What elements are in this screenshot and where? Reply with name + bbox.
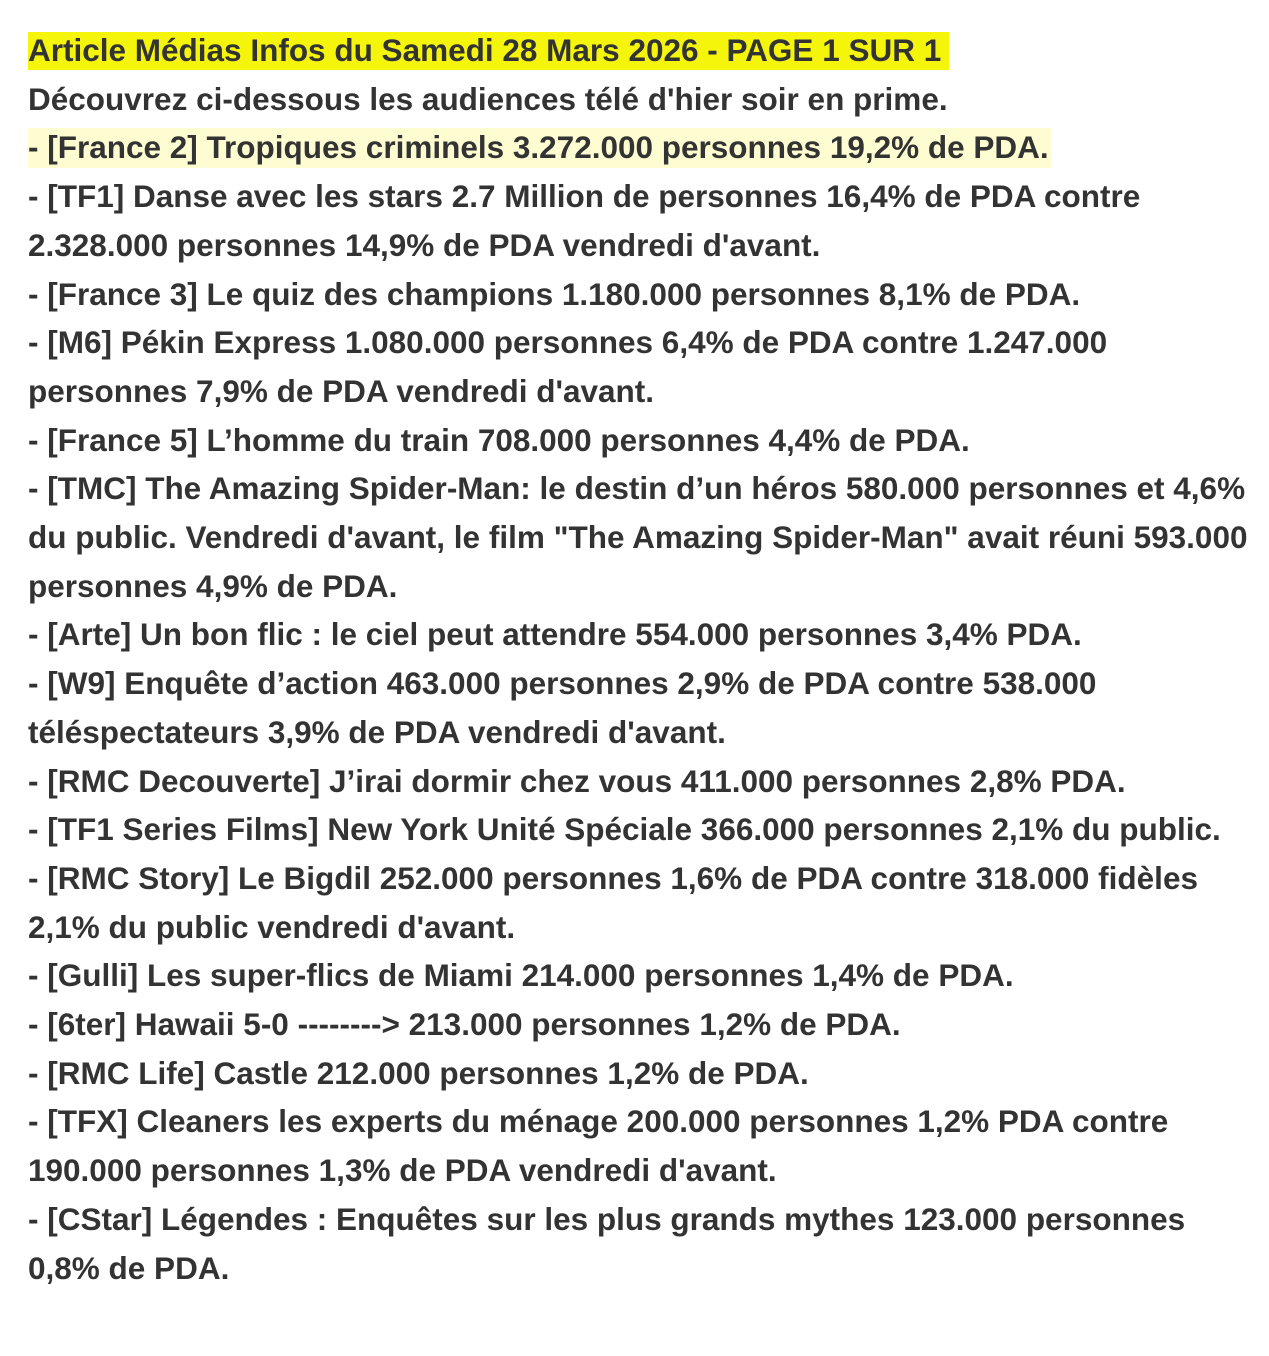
audience-entry: - [RMC Decouverte] J’irai dormir chez vous 411.000 personnes 2,8% PDA. (28, 762, 1126, 799)
audience-entry: - [France 3] Le quiz des champions 1.180.000 personnes 8,1% de PDA. (28, 275, 1081, 312)
audience-entry: - [TFX] Cleaners les experts du ménage 200.000 personnes 1,2% PDA contre 190.000 personnes 1,3% de PDA vendredi d'avant. (28, 1103, 1169, 1189)
audience-entry: - [RMC Story] Le Bigdil 252.000 personnes 1,6% de PDA contre 318.000 fidèles 2,1% du public vendredi d'avant. (28, 859, 1198, 945)
article-title-line (28, 26, 1253, 75)
audience-entry: - [TF1] Danse avec les stars 2.7 Million de personnes 16,4% de PDA contre 2.328.000 personnes 14,9% de PDA vendredi d'avant. (28, 178, 1141, 263)
audience-entry: - [M6] Pékin Express 1.080.000 personnes 6,4% de PDA contre 1.247.000 personnes 7,9% de PDA vendredi d'avant. (28, 324, 1108, 409)
audience-entry: - [Arte] Un bon flic : le ciel peut attendre 554.000 personnes 3,4% PDA. (28, 616, 1082, 653)
audience-entry: - [Gulli] Les super-flics de Miami 214.000 personnes 1,4% de PDA. (28, 957, 1014, 994)
article-intro: Découvrez ci-dessous les audiences télé d'hier soir en prime. (28, 80, 948, 117)
article-body (28, 26, 1253, 1292)
audience-entry: - [CStar] Légendes : Enquêtes sur les plus grands mythes 123.000 personnes 0,8% de PDA. (28, 1200, 1186, 1286)
audience-entry: - [France 5] L’homme du train 708.000 personnes 4,4% de PDA. (28, 421, 970, 458)
audience-entry: - [TMC] The Amazing Spider-Man: le destin d’un héros 580.000 personnes et 4,6% du public. Vendredi d'avant, le film "The Amazing Spider-Man" avait réuni 593.000 personnes 4,9% de PDA. (28, 470, 1248, 604)
highlighted-entry-line (28, 123, 1253, 172)
highlighted-audience-entry: - [France 2] Tropiques criminels 3.272.000 personnes 19,2% de PDA. (28, 128, 1051, 167)
audience-entry: - [TF1 Series Films] New York Unité Spéciale 366.000 personnes 2,1% du public. (28, 811, 1221, 848)
article-title: Article Médias Infos du Samedi 28 Mars 2026 - PAGE 1 SUR 1 (28, 32, 949, 70)
audience-entry: - [RMC Life] Castle 212.000 personnes 1,2% de PDA. (28, 1054, 809, 1091)
audience-entry: - [6ter] Hawaii 5-0 --------> 213.000 personnes 1,2% de PDA. (28, 1006, 901, 1043)
audience-entry: - [W9] Enquête d’action 463.000 personnes 2,9% de PDA contre 538.000 téléspectateurs 3,9% de PDA vendredi d'avant. (28, 665, 1097, 750)
